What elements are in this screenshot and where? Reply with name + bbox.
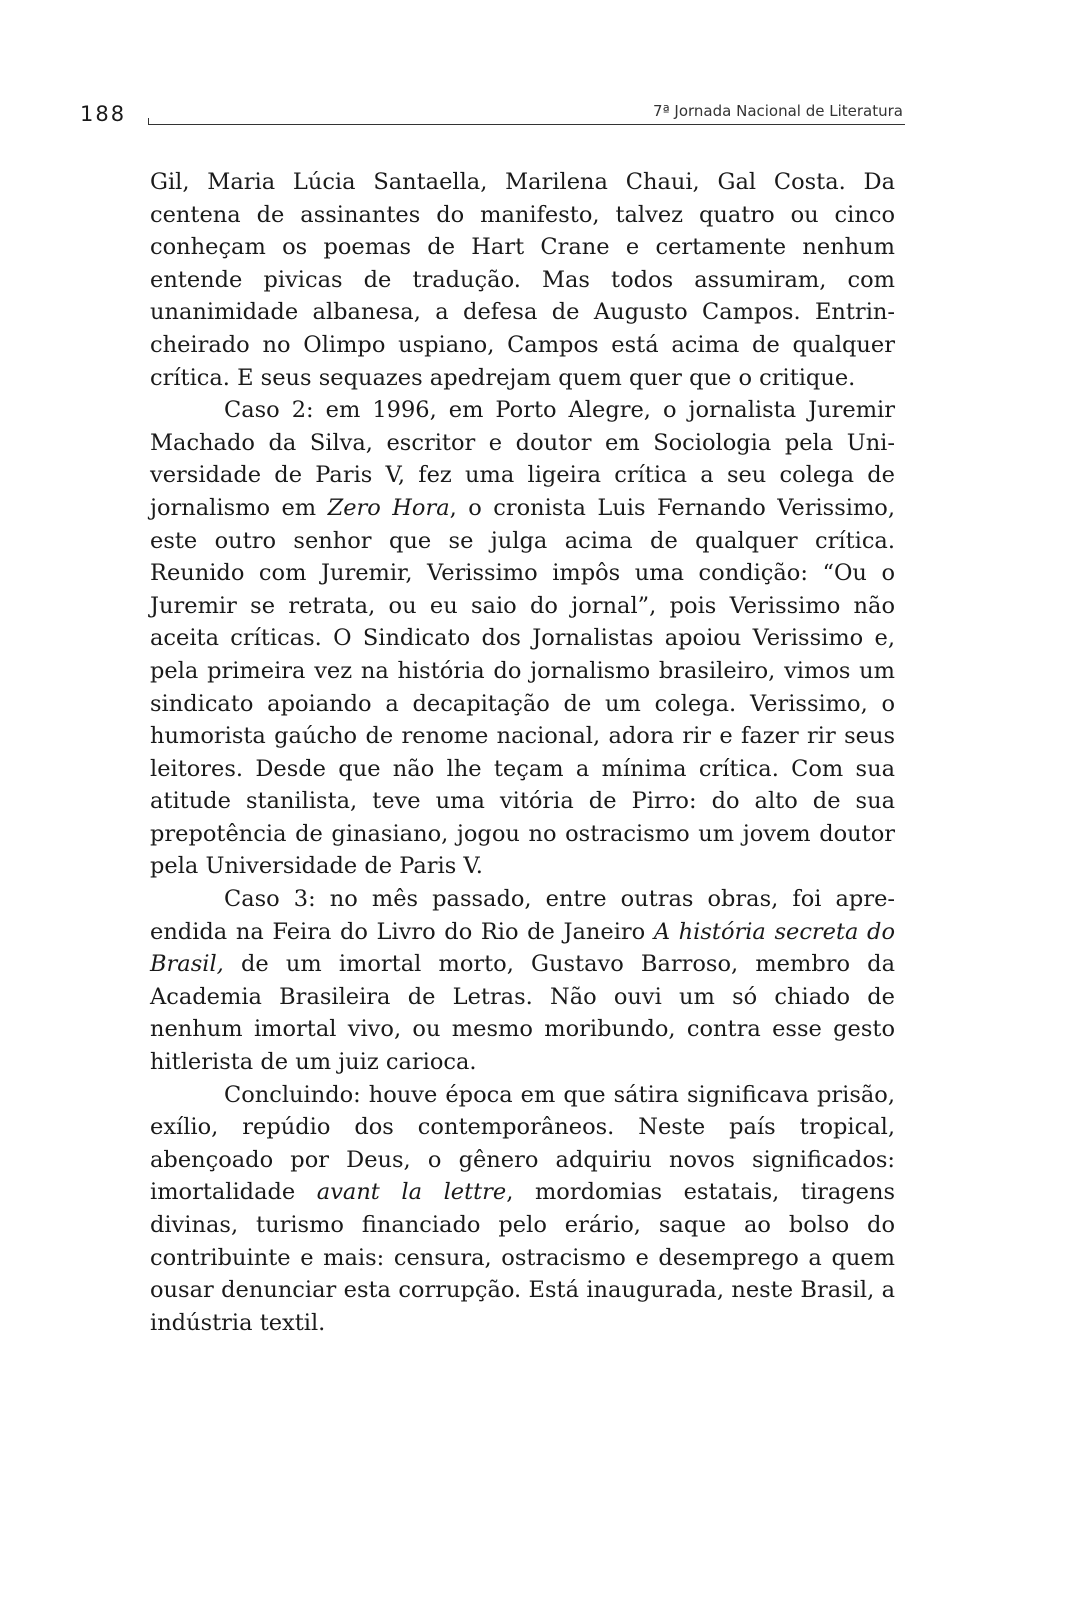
page-number: 188 bbox=[80, 102, 127, 126]
text-run: Gil, Maria Lúcia Santaella, Marilena Chaui, Gal Costa. Da centena de assinantes do manifesto, talvez quatro ou cinco conheçam os poemas de Hart Crane e certamente nenhum entende pivicas de tradução. Mas todos assumiram, com unanimidade albanesa, a defesa de Augusto Campos. Entrincheirado no Olimpo uspiano, Campos está acima de qualquer crítica. E seus sequazes apedrejam quem quer que o critique. bbox=[150, 169, 895, 391]
header-rule bbox=[148, 124, 905, 125]
italic-text-run: Zero Hora bbox=[327, 494, 450, 521]
body-paragraph bbox=[150, 883, 895, 1079]
italic-text-run: avant la lettre bbox=[316, 1179, 507, 1206]
text-run: Caso 2: em 1996, em Porto Alegre, o jornalista Juremir Machado da Silva, escritor e doutor em Sociologia pela Universidade de Paris V, fez uma ligeira crítica a seu colega de jornalismo em bbox=[150, 397, 895, 521]
body-paragraph bbox=[150, 394, 895, 883]
running-title: 7ª Jornada Nacional de Literatura bbox=[653, 102, 903, 120]
body-paragraph bbox=[150, 166, 895, 394]
text-run: Concluindo: houve época em que sátira significava prisão, exílio, repúdio dos contemporâneos. Neste país tropical, abençoado por Deus, o gênero adquiriu novos significados: imortalidade bbox=[150, 1081, 895, 1206]
text-run: , o cronista Luis Fernando Verissimo, este outro senhor que se julga acima de qualquer crítica. Reunido com Juremir, Verissimo impôs uma condição: “Ou o Juremir se retrata, ou eu saio do jornal”, pois Verissimo não aceita críticas. O Sindicato dos Jornalistas apoiou Verissimo e, pela primeira vez na história do jornalismo brasileiro, vimos um sindicato apoiando a decapitação de um colega. Verissimo, o humorista gaúcho de renome nacional, adora rir e fazer rir seus leitores. Desde que não lhe teçam a mínima crítica. Com sua atitude stanilista, teve uma vitória de Pirro: do alto de sua prepotência de ginasiano, jogou no ostracismo um jovem doutor pela Universidade de Paris V. bbox=[150, 494, 895, 880]
text-run: , mordomias estatais, tiragens divinas, turismo financiado pelo erário, saque ao bolso do contribuinte e mais: censura, ostracismo e desemprego a quem ousar denunciar esta corrupção. Está inaugurada, neste Brasil, a indústria textil. bbox=[150, 1179, 895, 1336]
body-paragraph bbox=[150, 1079, 895, 1340]
text-run: Caso 3: no mês passado, entre outras obras, foi apreendida na Feira do Livro do Rio de Janeiro bbox=[150, 886, 895, 945]
italic-text-run: A história secreta do Brasil, bbox=[150, 918, 895, 978]
body-text bbox=[150, 166, 895, 1339]
running-header bbox=[80, 98, 905, 128]
text-run: de um imortal morto, Gustavo Barroso, membro da Academia Brasileira de Letras. Não ouvi um só chiado de nenhum imortal vivo, ou mesmo moribundo, contra esse gesto hitlerista de um juiz carioca. bbox=[150, 951, 895, 1076]
